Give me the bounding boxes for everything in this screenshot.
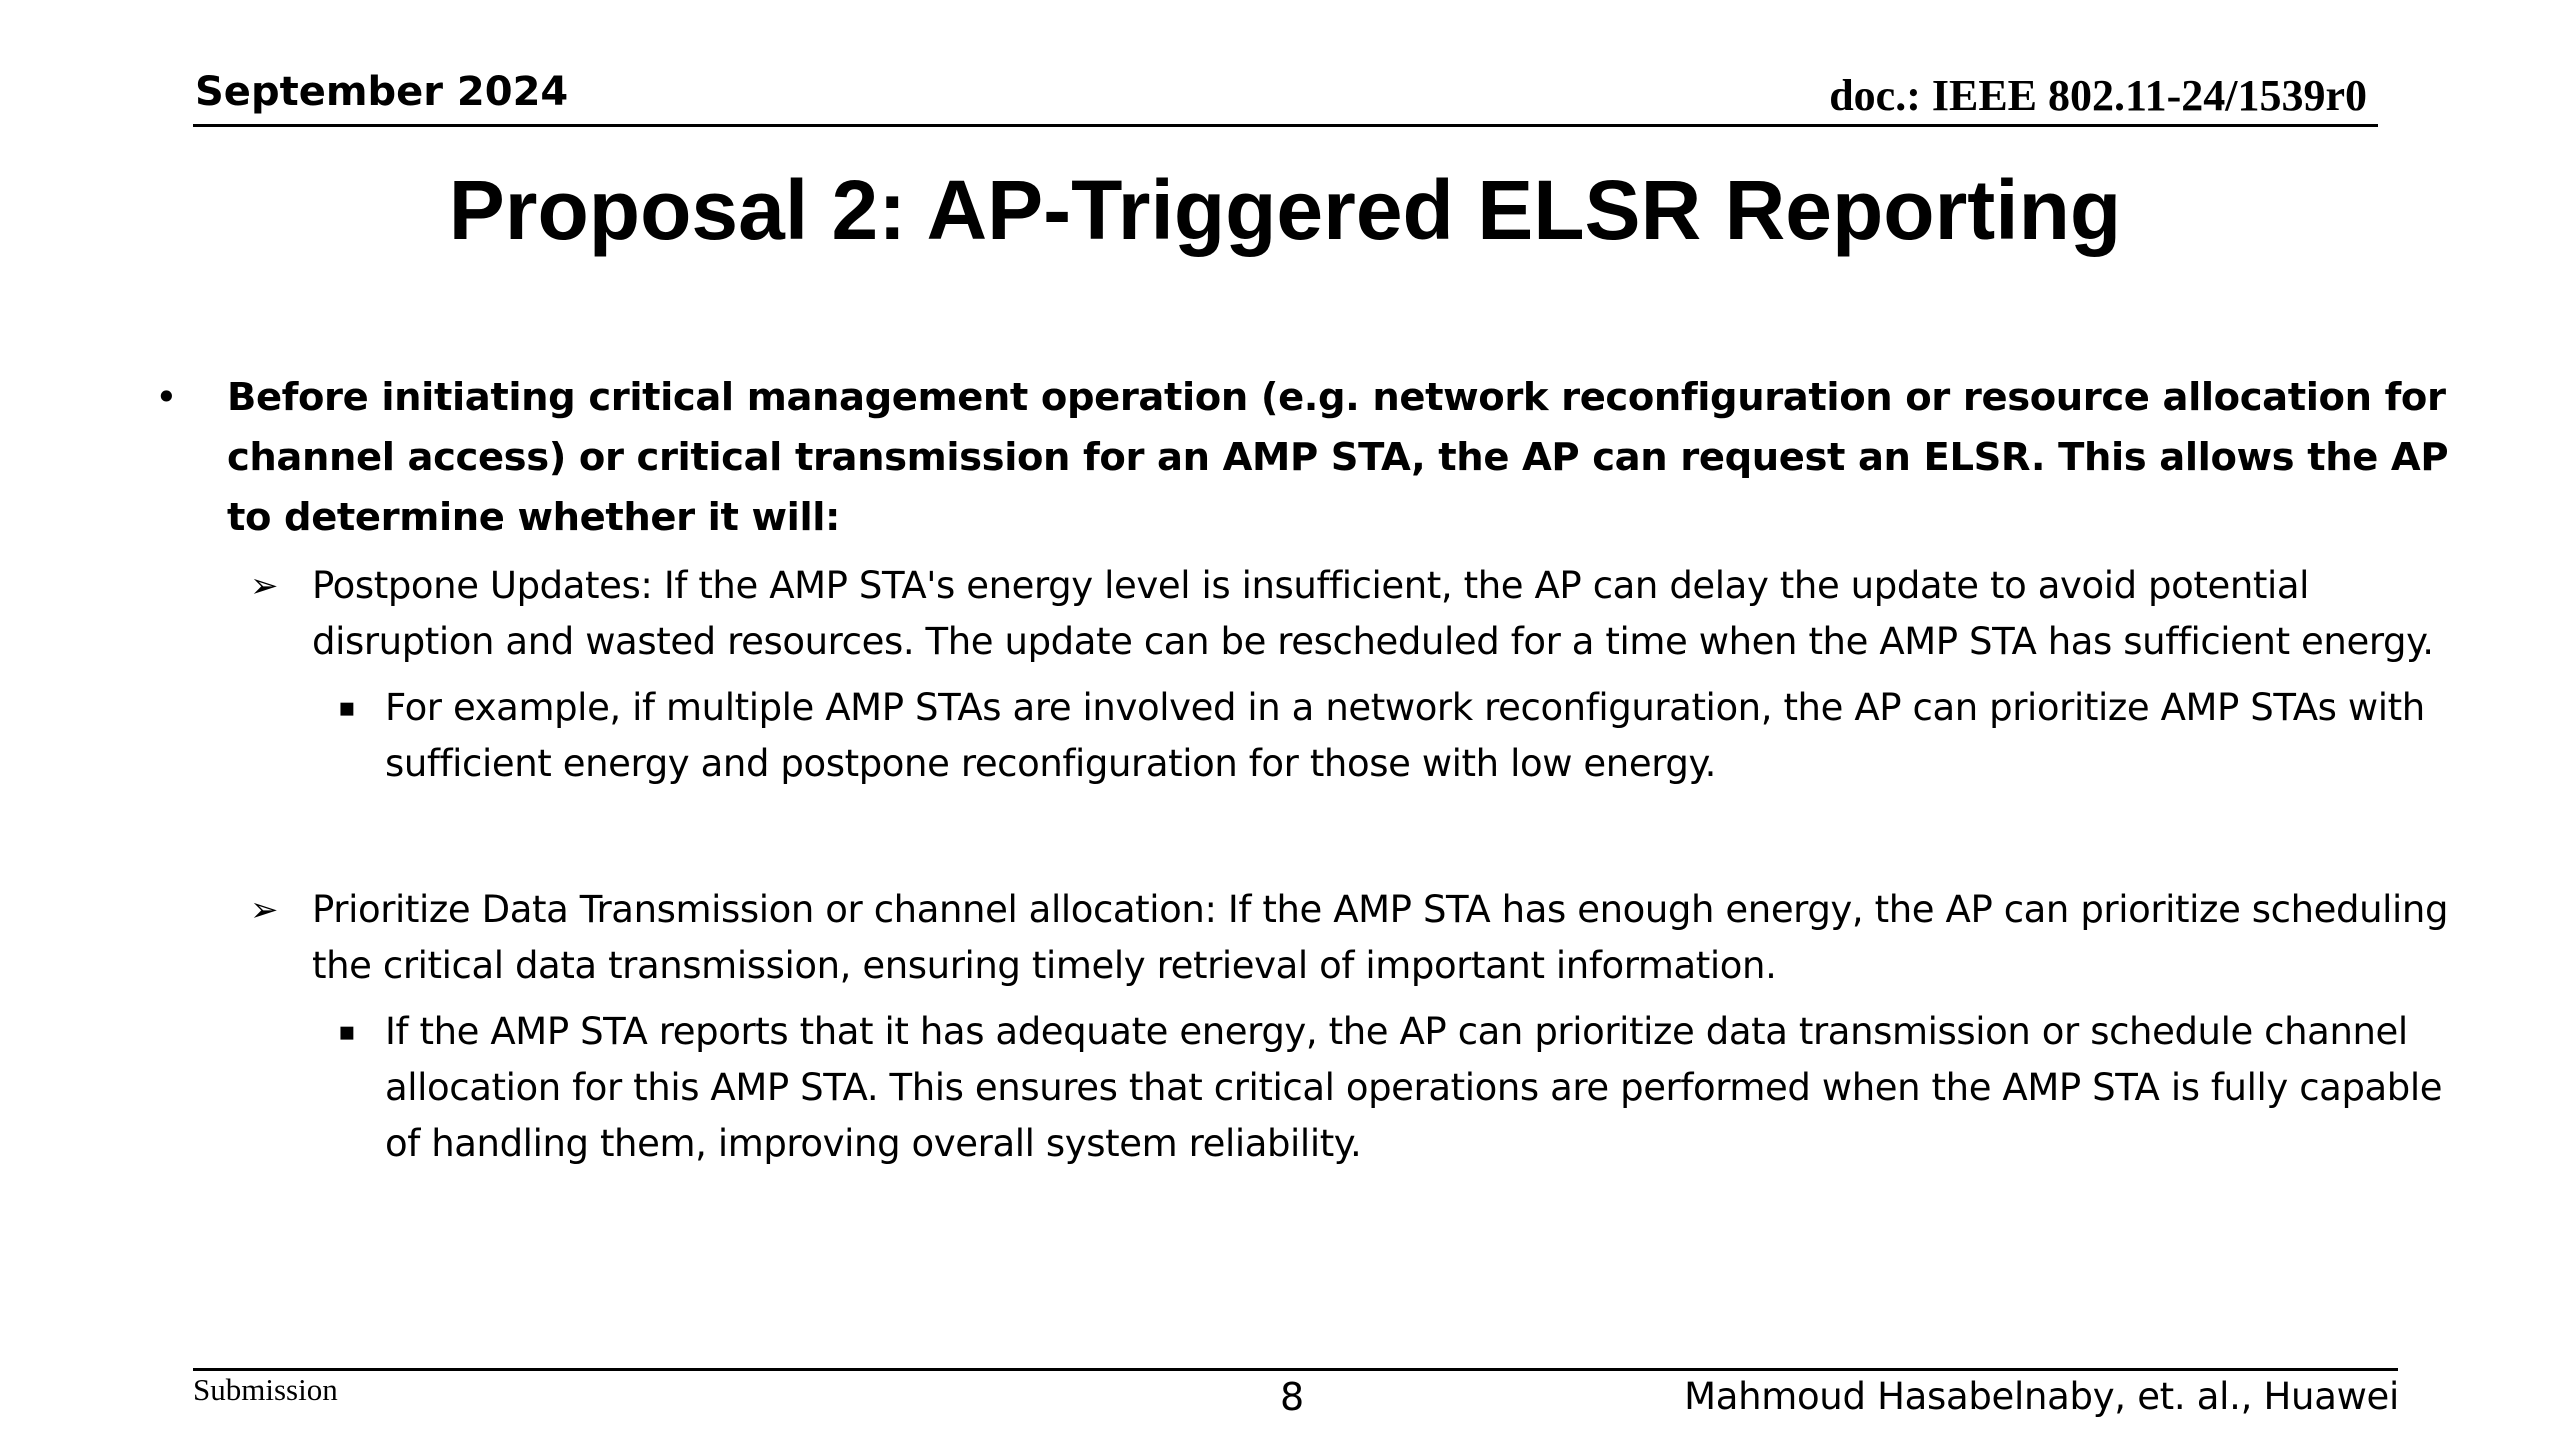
detail-bullet-example — [150, 680, 2450, 792]
main-bullet-text: Before initiating critical management operation (e.g. network reconfiguration or resource allocation for channel access) or critical transmission for an AMP STA, the AP can request an ELSR. This allows the AP to determine whether it will: — [227, 375, 2449, 540]
footer-submission: Submission — [193, 1372, 338, 1407]
footer-authors: Mahmoud Hasabelnaby, et. al., Huawei — [1684, 1375, 2399, 1418]
main-bullet — [150, 368, 2450, 548]
square-bullet-icon: ▪ — [338, 693, 356, 723]
bullet-dot-icon: • — [155, 375, 178, 420]
footer-divider — [193, 1368, 2398, 1371]
detail-bullet-example-text: For example, if multiple AMP STAs are involved in a network reconfiguration, the AP can prioritize AMP STAs with sufficient energy and postpone reconfiguration for those with low energy. — [385, 686, 2425, 785]
spacer — [150, 792, 2450, 872]
slide-body — [150, 368, 2450, 1172]
arrow-bullet-icon: ➢ — [250, 566, 279, 606]
slide-title: Proposal 2: AP-Triggered ELSR Reporting — [448, 163, 2122, 257]
square-bullet-icon: ▪ — [338, 1017, 356, 1047]
header-date: September 2024 — [195, 69, 569, 115]
sub-bullet-postpone-text: Postpone Updates: If the AMP STA's energy level is insufficient, the AP can delay the update to avoid potential disruption and wasted resources. The update can be rescheduled for a time when the AMP STA has sufficient energy. — [312, 564, 2434, 663]
page-number: 8 — [1280, 1375, 1305, 1419]
sub-bullet-prioritize — [150, 882, 2450, 994]
detail-bullet-adequate-text: If the AMP STA reports that it has adequate energy, the AP can prioritize data transmission or schedule channel allocation for this AMP STA. This ensures that critical operations are performed when the AMP STA is fully capable of handling them, improving overall system reliability. — [385, 1010, 2443, 1165]
sub-bullet-prioritize-text: Prioritize Data Transmission or channel allocation: If the AMP STA has enough energy, the AP can prioritize scheduling the critical data transmission, ensuring timely retrieval of important information. — [312, 888, 2449, 987]
header-divider — [193, 124, 2378, 127]
arrow-bullet-icon: ➢ — [250, 890, 279, 930]
header-doc-number: doc.: IEEE 802.11-24/1539r0 — [1829, 71, 2367, 120]
detail-bullet-adequate — [150, 1004, 2450, 1172]
sub-bullet-postpone — [150, 558, 2450, 670]
